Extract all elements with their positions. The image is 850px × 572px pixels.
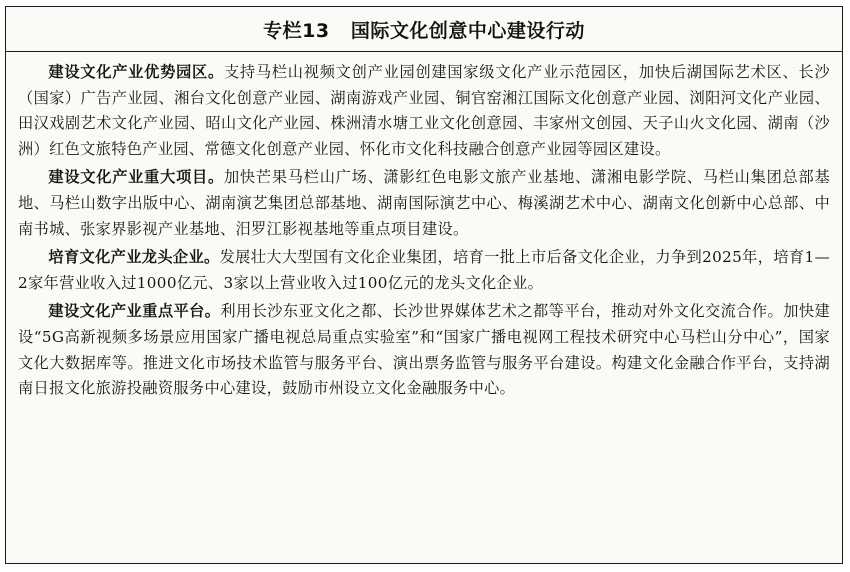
column-body: [6, 52, 842, 402]
paragraph-lead: 培育文化产业龙头企业。: [48, 248, 220, 267]
paragraph-lead: 建设文化产业优势园区。: [48, 63, 224, 81]
paragraph-cultural-parks: [18, 60, 830, 162]
column-header: [6, 7, 842, 52]
paragraph-leading-enterprises: [18, 245, 830, 296]
paragraph-text: 发展壮大大型国有文化企业集团，培育一批上市后备文化企业，力争到2025年，培育1—2家年营业收入过1000亿元、3家以上营业收入过100亿元的龙头文化企业。: [18, 248, 830, 292]
paragraph-text: 加快芒果马栏山广场、潇影红色电影文旅产业基地、潇湘电影学院、马栏山集团总部基地、马栏山数字出版中心、湖南演艺集团总部基地、湖南国际演艺中心、梅溪湖艺术中心、湖南文化创新中心总部、中南书城、张家界影视产业基地、汨罗江影视基地等重点项目建设。: [18, 168, 830, 238]
column-title: 专栏13 国际文化创意中心建设行动: [263, 19, 585, 42]
paragraph-text: 利用长沙东亚文化之都、长沙世界媒体艺术之都等平台，推动对外文化交流合作。加快建设“5G高新视频多场景应用国家广播电视总局重点实验室”和“国家广播电视网工程技术研究中心马栏山分中心”，国家文化大数据库等。推进文化市场技术监管与服务平台、演出票务监管与服务平台建设。构建文化金融合作平台，支持湖南日报文化旅游投融资服务中心建设，鼓励市州设立文化金融服务中心。: [18, 302, 830, 398]
paragraph-lead: 建设文化产业重点平台。: [48, 302, 221, 321]
column-box: [5, 6, 843, 564]
paragraph-major-projects: [18, 165, 830, 242]
paragraph-key-platforms: [18, 299, 830, 401]
paragraph-text: 支持马栏山视频文创产业园创建国家级文化产业示范园区，加快后湖国际艺术区、长沙（国家）广告产业园、湘台文化创意产业园、湖南游戏产业园、铜官窑湘江国际文化创意产业园、浏阳河文化产业园、田汉戏剧艺术文化产业园、昭山文化产业园、株洲清水塘工业文化创意园、丰家州文创园、天子山火文化园、湖南（沙洲）红色文旅特色产业园、常德文化创意产业园、怀化市文化科技融合创意产业园等园区建设。: [18, 63, 830, 158]
paragraph-lead: 建设文化产业重大项目。: [48, 168, 224, 187]
